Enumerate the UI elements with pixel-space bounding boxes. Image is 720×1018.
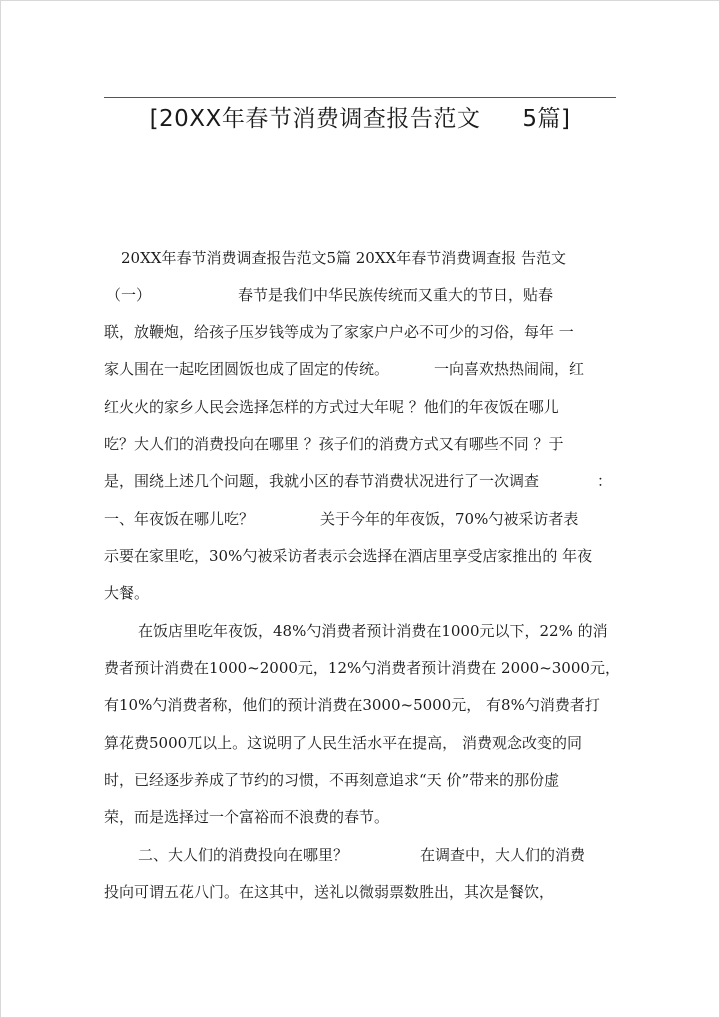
body-line: 家人围在一起吃团圆饭也成了固定的传统。 (104, 360, 390, 378)
body-line: 算花费5000兀以上。这说明了人民生活水平在提高， 消费观念改变的同 (104, 734, 582, 752)
title-suffix: 5篇] (522, 106, 571, 132)
body-line: 红火火的家乡人民会选择怎样的方式过大年呢 ？他们的年夜饭在哪儿 (104, 398, 559, 416)
body-line: 大餐。 (104, 584, 150, 602)
body-line: 吃？大人们的消费投向在哪里 ？孩子们的消费方式又有哪些不同 ？于 (104, 435, 564, 453)
body-line: 联，放鞭炮，给孩子压岁钱等成为了家家户户必不可少的习俗，每年 一 (104, 323, 574, 341)
section-heading: 一、年夜饭在哪儿吃？ (104, 510, 255, 528)
body-line: 荣，而是选择过一个富裕而不浪费的春节。 (104, 808, 390, 826)
body-line: 是，围绕上述几个问题，我就小区的春节消费状况进行了一次调查 (104, 472, 540, 490)
body-line: ： (597, 472, 613, 490)
page-title (104, 100, 616, 133)
body-line: 一向喜欢热热闹闹，红 (434, 360, 585, 378)
body-line: 20XX年春节消费调查报告范文5篇 20XX年春节消费调查报 告范文 (121, 249, 566, 267)
body-line: 投向可谓五花八门。在这其中，送礼以微弱票数胜出，其次是餐饮， (104, 883, 555, 901)
body-line: 春节是我们中华民族传统而又重大的节日，贴春 (238, 286, 554, 304)
body-line: 示要在家里吃，30%勺被采访者表示会选择在酒店里享受店家推出的 年夜 (104, 547, 593, 565)
body-line: （一） (106, 286, 152, 304)
title-rule (104, 97, 616, 98)
body-line: 关于今年的年夜饭，70%勺被采访者表 (320, 510, 579, 528)
body-line: 费者预计消费在1000~2000元，12%勺消费者预计消费在 2000~3000元， (104, 659, 620, 677)
body-line: 有10%勺消费者称，他们的预计消费在3000~5000元， 有8%勺消费者打 (104, 696, 600, 714)
body-line: 在调查中，大人们的消费 (420, 846, 586, 864)
body-line: 在饭店里吃年夜饭，48%勺消费者预计消费在1000元以下，22% 的消 (138, 622, 608, 640)
title-main: [20XX年春节消费调查报告范文 (149, 106, 481, 132)
body-line: 时，已经逐步养成了节约的习惯，不再刻意追求“天 价”带来的那份虚 (104, 771, 560, 789)
section-heading: 二、大人们的消费投向在哪里？ (138, 846, 349, 864)
